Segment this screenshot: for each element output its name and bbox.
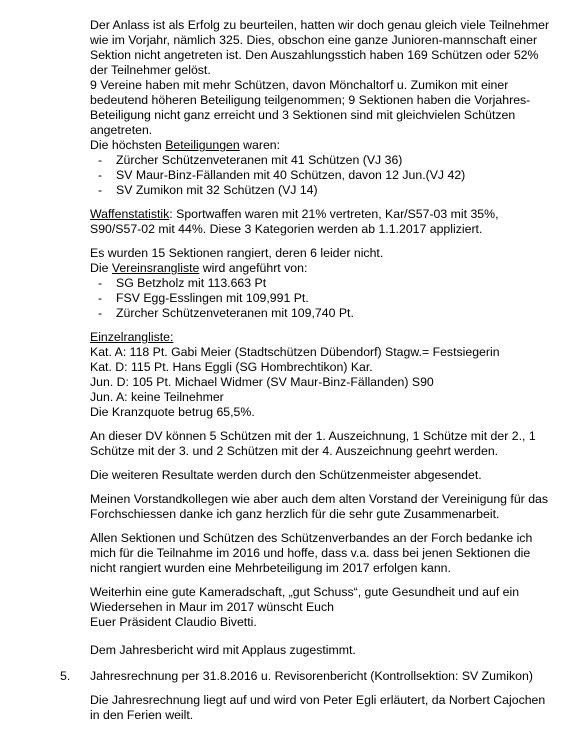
applaus-paragraph: Dem Jahresbericht wird mit Applaus zugestimmt.	[90, 643, 356, 657]
vereinsrangliste-list	[90, 276, 550, 321]
list-item: - SV Zumikon mit 32 Schützen (VJ 14)	[98, 183, 550, 198]
gruss-line: Wiedersehen in Maur im 2017 wünscht Euch	[90, 600, 335, 614]
einzelrangliste-line: Die Kranzquote betrug 65,5%.	[90, 405, 255, 419]
list-item: - Zürcher Schützenveteranen mit 41 Schützen (VJ 36)	[98, 153, 550, 168]
resultate-paragraph: Die weiteren Resultate werden durch den Schützenmeister abgesendet.	[90, 468, 482, 482]
rangiert-paragraph: Es wurden 15 Sektionen rangiert, deren 6 leider nicht.	[90, 246, 384, 260]
list-item: - FSV Egg-Esslingen mit 109,991 Pt.	[98, 291, 550, 306]
beteiligungen-list	[90, 153, 550, 198]
dank-vorstand-paragraph: Meinen Vorstandkollegen wie aber auch dem alten Vorstand der Vereinigung für das Forchschiessen danke ich ganz herzlich für die sehr gute Zusammenarbeit.	[90, 492, 549, 521]
waffenstatistik-term: Waffenstatistik	[90, 207, 170, 221]
einzelrangliste-line: Kat. D: 115 Pt. Hans Eggli (SG Hombrechtikon) Kar.	[90, 360, 373, 374]
auszeichnung-paragraph: An dieser DV können 5 Schützen mit der 1. Auszeichnung, 1 Schütze mit der 2., 1 Schütze mit der 3. und 2 Schützen mit der 4. Auszeichnung geehrt werden.	[90, 429, 536, 458]
agenda-item-5	[60, 669, 550, 684]
paragraph-vereine: 9 Vereine haben mit mehr Schützen, davon Mönchaltorf u. Zumikon mit einer bedeutend höheren Beteiligung teilgenommen; 9 Sektionen haben die Vorjahres-Beteiligung nicht ganz erreicht und 3 Sektionen sind mit gleichvielen Schützen angetreten.	[90, 78, 531, 137]
einzelrangliste-line: Jun. A: keine Teilnehmer	[90, 390, 224, 404]
agenda-item-heading: Jahresrechnung per 31.8.2016 u. Revisorenbericht (Kontrollsektion: SV Zumikon)	[90, 669, 533, 683]
list-item: - SG Betzholz mit 113.663 Pt	[98, 276, 550, 291]
einzelrangliste-line: Jun. D: 105 Pt. Michael Widmer (SV Maur-Binz-Fällanden) S90	[90, 375, 434, 389]
list-item: - SV Maur-Binz-Fällanden mit 40 Schützen, davon 12 Jun.(VJ 42)	[98, 168, 550, 183]
beteiligungen-term: Beteiligungen	[165, 138, 240, 152]
einzelrangliste-line: Kat. A: 118 Pt. Gabi Meier (Stadtschützen Dübendorf) Stagw.= Festsiegerin	[90, 345, 500, 359]
beteiligungen-intro: Die höchsten Beteiligungen waren:	[90, 138, 281, 152]
paragraph-teilnehmer: Der Anlass ist als Erfolg zu beurteilen, hatten wir doch genau gleich viele Teilnehmer wie im Vorjahr, nämlich 325. Dies, obschon eine ganze Junioren-mannschaft einer Sektion nicht angetreten ist. Den Auszahlungsstich haben 169 Schützen oder 52% der Teilnehmer gelöst.	[90, 18, 550, 77]
agenda-item-number: 5.	[60, 669, 71, 683]
signature-line: Euer Präsident Claudio Bivetti.	[90, 615, 257, 629]
dank-sektionen-paragraph: Allen Sektionen und Schützen des Schützenverbandes an der Forch bedanke ich mich für die Teilnahme im 2016 und hoffe, dass v.a. dass bei jenen Sektionen die nicht rangiert wurden eine Mehrbeteiligung im 2017 erfolgen kann.	[90, 531, 533, 575]
vereinsrangliste-term: Vereinsrangliste	[111, 261, 200, 275]
waffenstatistik-paragraph: Waffenstatistik: Sportwaffen waren mit 21% vertreten, Kar/S57-03 mit 35%, S90/S57-02 mit 44%. Diese 3 Kategorien werden ab 1.1.2017 appliziert.	[90, 207, 499, 236]
gruss-line: Weiterhin eine gute Kameradschaft, „gut Schuss“, gute Gesundheit und auf ein	[90, 585, 520, 599]
vereinsrangliste-intro: Die Vereinsrangliste wird angeführt von:	[90, 261, 308, 275]
einzelrangliste-heading: Einzelrangliste:	[90, 330, 174, 344]
jahresrechnung-paragraph: Die Jahresrechnung liegt auf und wird von Peter Egli erläutert, da Norbert Cajochen in den Ferien weilt.	[90, 693, 546, 722]
list-item: - Zürcher Schützenveteranen mit 109,740 Pt.	[98, 306, 550, 321]
